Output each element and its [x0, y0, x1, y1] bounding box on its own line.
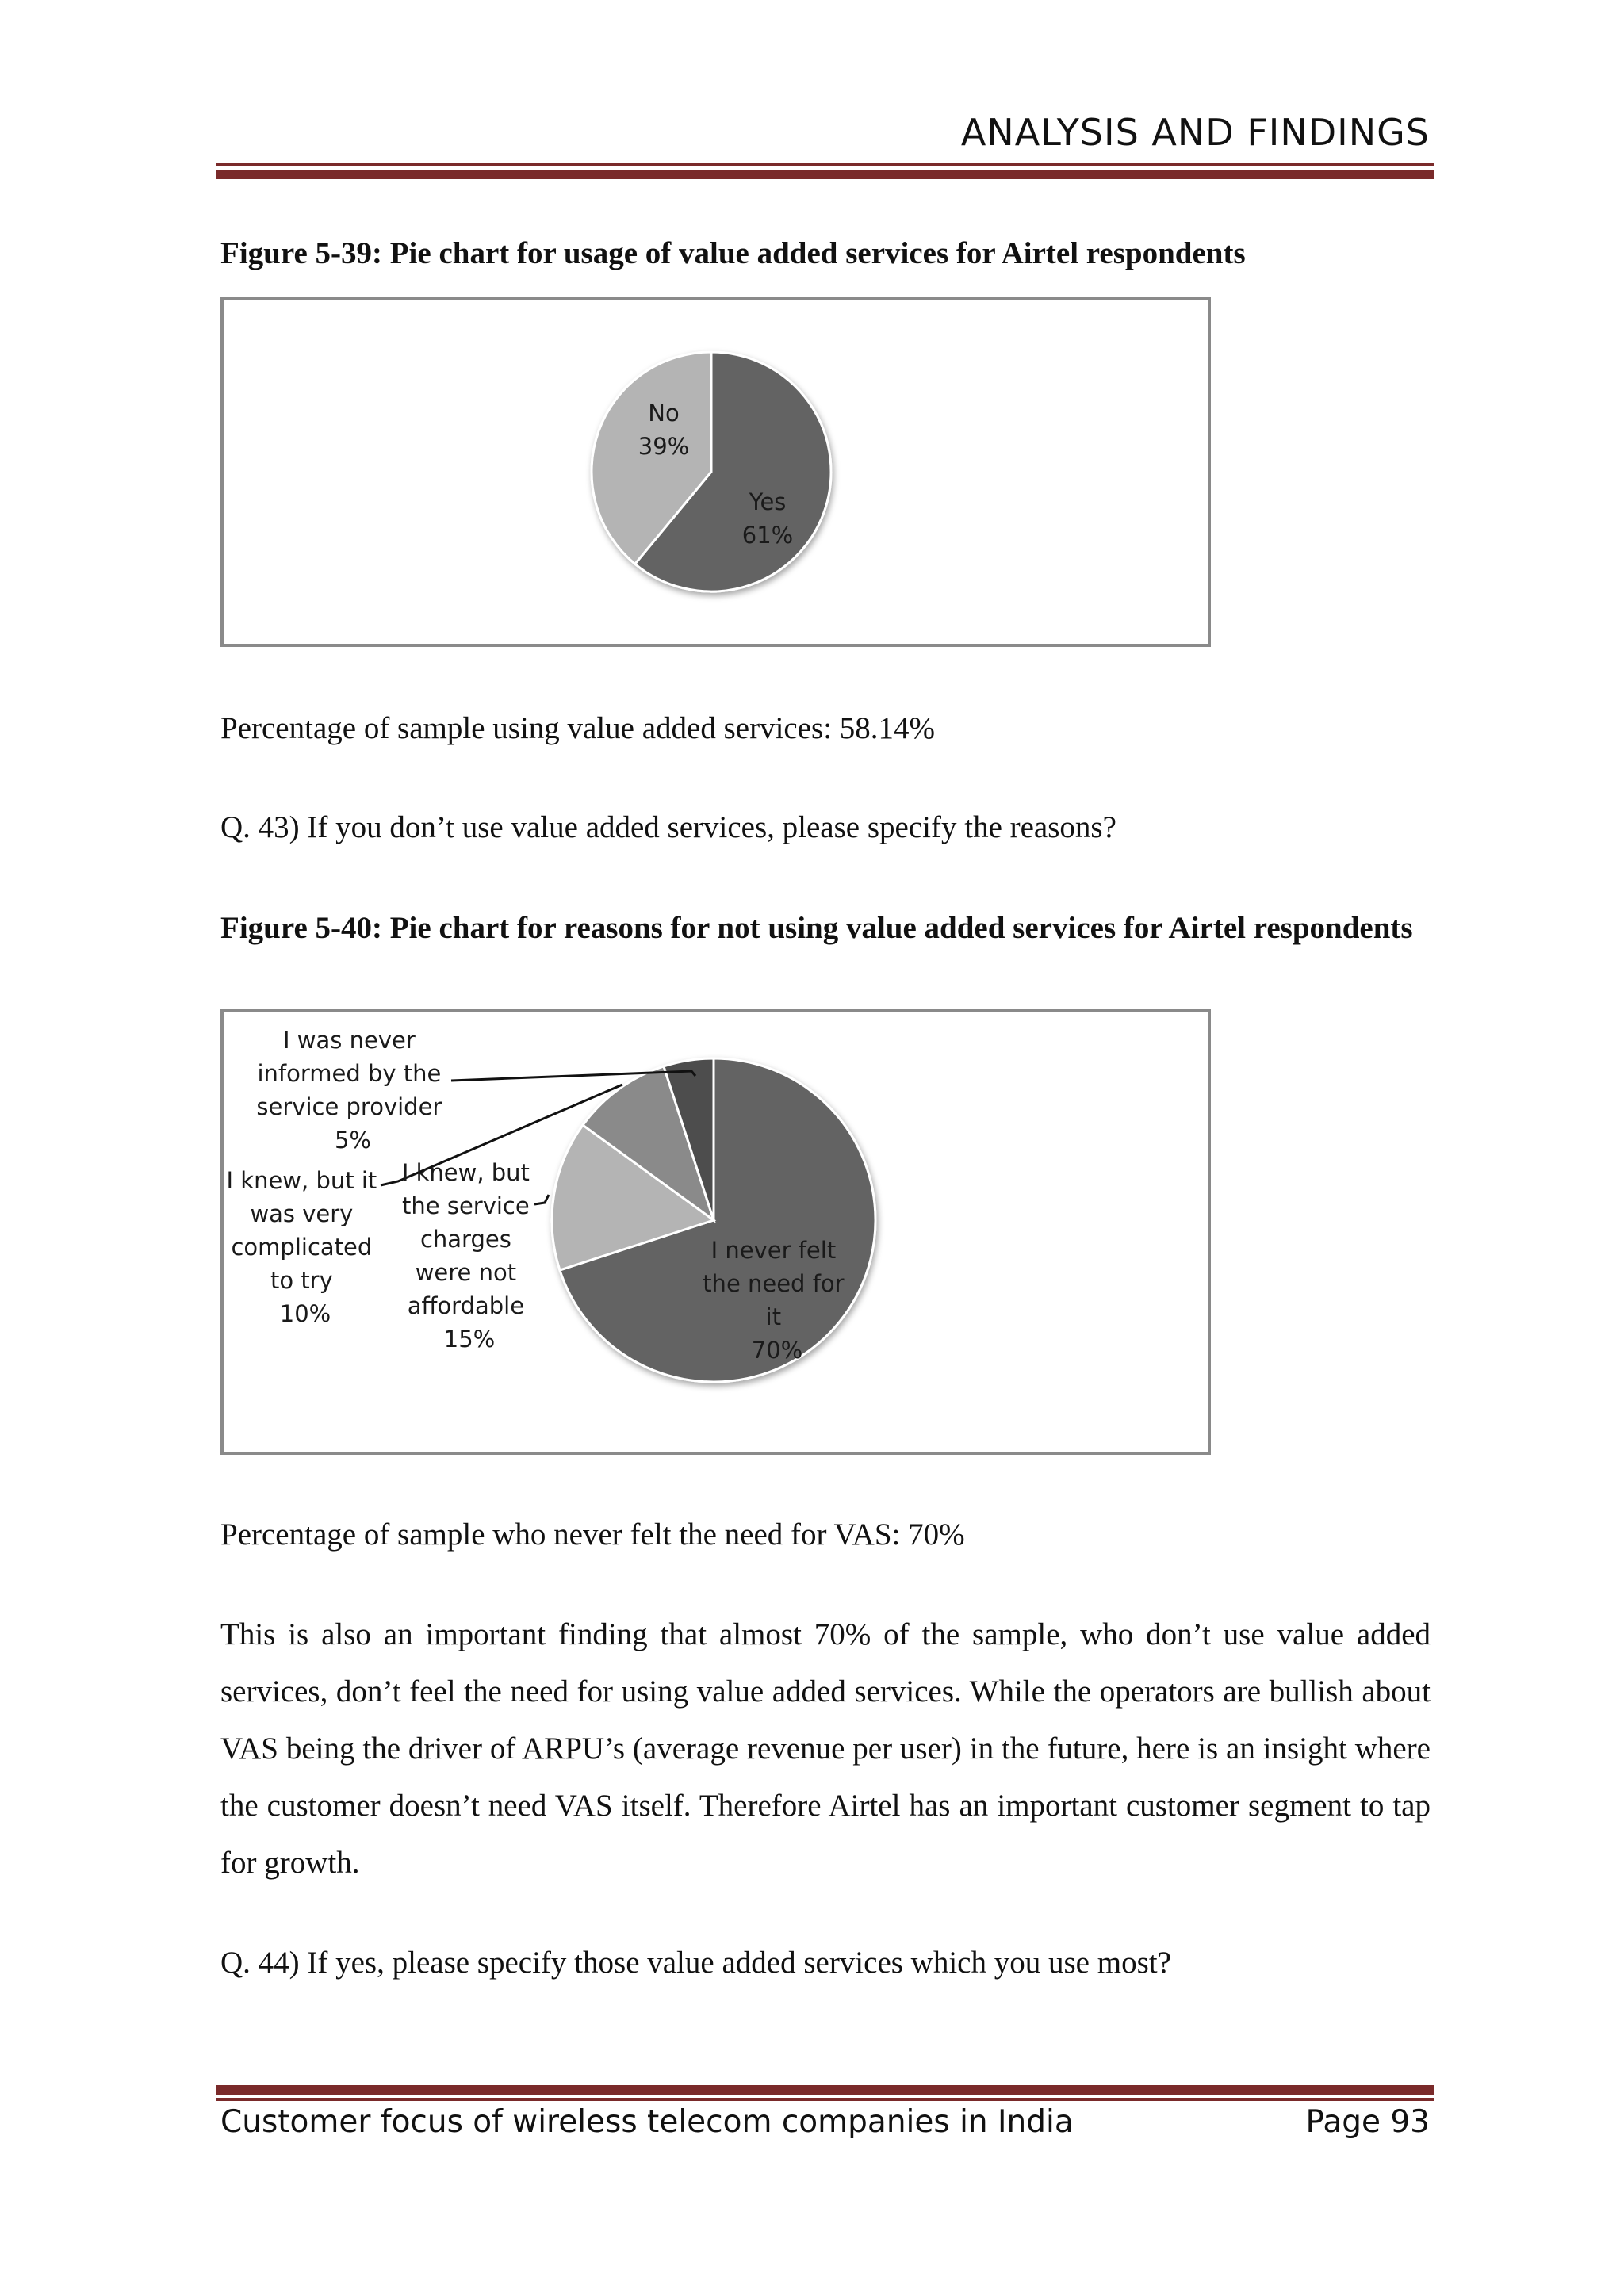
finding-paragraph: This is also an important finding that almost 70% of the sample, who don’t use value added services, don’t feel the need for using value added services. While the operators are bullish about VAS being the driver of ARPU’s (average revenue per user) in the future, here is an insight where the customer doesn’t need VAS itself. Therefore Airtel has an important customer segment to tap for growth.	[220, 1617, 1431, 1880]
pie1-label-no-name: No	[648, 400, 680, 427]
pie2-value-never-informed: 5%	[334, 1127, 372, 1154]
footer-title: Customer focus of wireless telecom companies in India	[220, 2104, 1074, 2140]
pie-chart-vas-reasons	[224, 1012, 1208, 1452]
pie1-label-yes-value: 61%	[741, 522, 794, 549]
pie2-value-complicated: 10%	[279, 1300, 331, 1327]
pie2-label-complicated: I knew, but it was very complicated to try 10%	[226, 1167, 377, 1327]
pie2-value-never-felt-need: 70%	[751, 1337, 803, 1364]
chart-box-vas-usage	[220, 297, 1211, 647]
chart-box-vas-reasons	[220, 1009, 1211, 1455]
header-rule-thick	[216, 170, 1434, 179]
footer-rule-thick	[216, 2085, 1434, 2095]
pie2-value-charges: 15%	[443, 1326, 496, 1353]
question-44: Q. 44) If yes, please specify those value added services which you use most?	[220, 1946, 1171, 1980]
pie-chart-vas-usage	[224, 300, 1208, 644]
page-number: Page 93	[1305, 2104, 1430, 2140]
stat-never-felt-need: Percentage of sample who never felt the need for VAS: 70%	[220, 1517, 965, 1552]
pie1-label-no-value: 39%	[638, 433, 690, 460]
pie2-label-never-felt-need: I never felt the need for it 70%	[703, 1237, 845, 1364]
stat-vas-usage: Percentage of sample using value added services: 58.14%	[220, 711, 936, 745]
header-rule-thin	[216, 163, 1434, 166]
question-43: Q. 43) If you don’t use value added services, please specify the reasons?	[220, 810, 1116, 844]
pie2-label-never-informed: I was never informed by the service provider 5%	[256, 1027, 442, 1154]
footer-rule-thin	[216, 2098, 1434, 2101]
figure-5-40-caption: Figure 5-40: Pie chart for reasons for not using value added services for Airtel respondents	[220, 911, 1413, 945]
figure-5-39-caption: Figure 5-39: Pie chart for usage of value added services for Airtel respondents	[220, 236, 1246, 270]
pie2-label-charges: I knew, but the service charges were not affordable 15%	[401, 1159, 530, 1353]
running-header: ANALYSIS AND FINDINGS	[960, 111, 1430, 154]
pie1-label-yes-name: Yes	[749, 488, 787, 515]
